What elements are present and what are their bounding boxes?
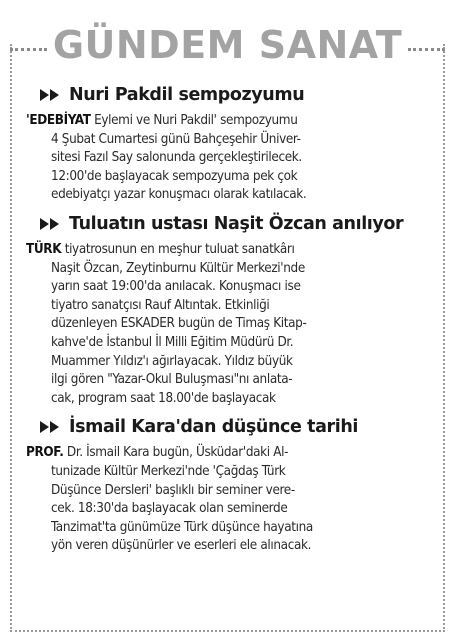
body-line: kahve'de İstanbul İl Milli Eğitim Müdürü Dr. (51, 334, 294, 350)
body-line: sitesi Fazıl Say salonunda gerçekleştirilecek. (51, 150, 302, 166)
article-list (26, 84, 434, 564)
article-nuri-pakdil (26, 84, 434, 205)
body-text: Eylemi ve Nuri Pakdil' sempozyumu (90, 113, 298, 128)
section-header (0, 22, 455, 68)
body-text: Dr. İsmail Kara bugün, Üsküdar'daki Al- (63, 445, 289, 461)
body-line: yarın saat 19:00'da anılacak. Konuşmacı ise (51, 279, 301, 295)
headline-text: Tuluatın ustası Naşit Özcan anılıyor (69, 213, 404, 234)
body-line: 12:00'de başlayacak sempozyuma pek çok (51, 168, 298, 184)
headline-text: Nuri Pakdil sempozyumu (69, 85, 305, 105)
body-line: yön veren düşünürler ve eserleri ele alınacak. (51, 538, 312, 554)
article-ismail-kara (26, 416, 434, 556)
article-headline (40, 416, 434, 438)
body-line: düzenleyen ESKADER bugün de Timaş Kitap- (51, 316, 307, 332)
body-line (26, 444, 434, 463)
body-line: Düşünce Dersleri' başlıklı bir seminer vere- (51, 482, 295, 498)
body-line: ilgi gören "Yazar-Okul Buluşması"nı anlata- (51, 372, 293, 388)
body-line: cak, program saat 18.00'de başlayacak (51, 390, 276, 406)
body-line: Naşit Özcan, Zeytinburnu Kültür Merkezi'nde (51, 260, 305, 276)
body-line: tiyatro sanatçısı Rauf Altıntak. Etkinliği (51, 297, 270, 313)
header-dots-right (408, 48, 445, 51)
article-nasit-ozcan (26, 213, 434, 408)
headline-text: İsmail Kara'dan düşünce tarihi (69, 417, 359, 438)
article-headline (40, 213, 434, 235)
header-dots-left (10, 48, 47, 51)
body-line: Tanzimat'ta günümüze Türk düşünce hayatına (51, 519, 313, 535)
double-arrow-icon (40, 218, 62, 230)
lead-keyword: 'EDEBİYAT (26, 113, 91, 128)
lead-keyword: PROF. (26, 445, 64, 461)
body-text: tiyatrosunun en meşhur tuluat sanatkârı (61, 241, 295, 257)
article-body (26, 112, 434, 205)
body-line: tunizade Kültür Merkezi'nde 'Çağdaş Türk (51, 463, 286, 479)
article-body (26, 444, 434, 556)
body-line (26, 241, 434, 260)
lead-keyword: TÜRK (26, 241, 62, 257)
page-title: GÜNDEM SANAT (52, 23, 403, 67)
body-line: 4 Şubat Cumartesi günü Bahçeşehir Üniver- (51, 131, 301, 147)
article-headline (40, 84, 434, 106)
body-line: cek. 18:30'da başlayacak olan seminerde (51, 501, 288, 517)
double-arrow-icon (40, 89, 62, 101)
article-body (26, 241, 434, 408)
body-line (26, 112, 434, 131)
body-line: Muammer Yıldız'ı ağırlayacak. Yıldız büyük (51, 353, 293, 369)
body-line: edebiyatçı yazar konuşmacı olarak katılacak. (51, 187, 307, 203)
double-arrow-icon (40, 421, 62, 433)
